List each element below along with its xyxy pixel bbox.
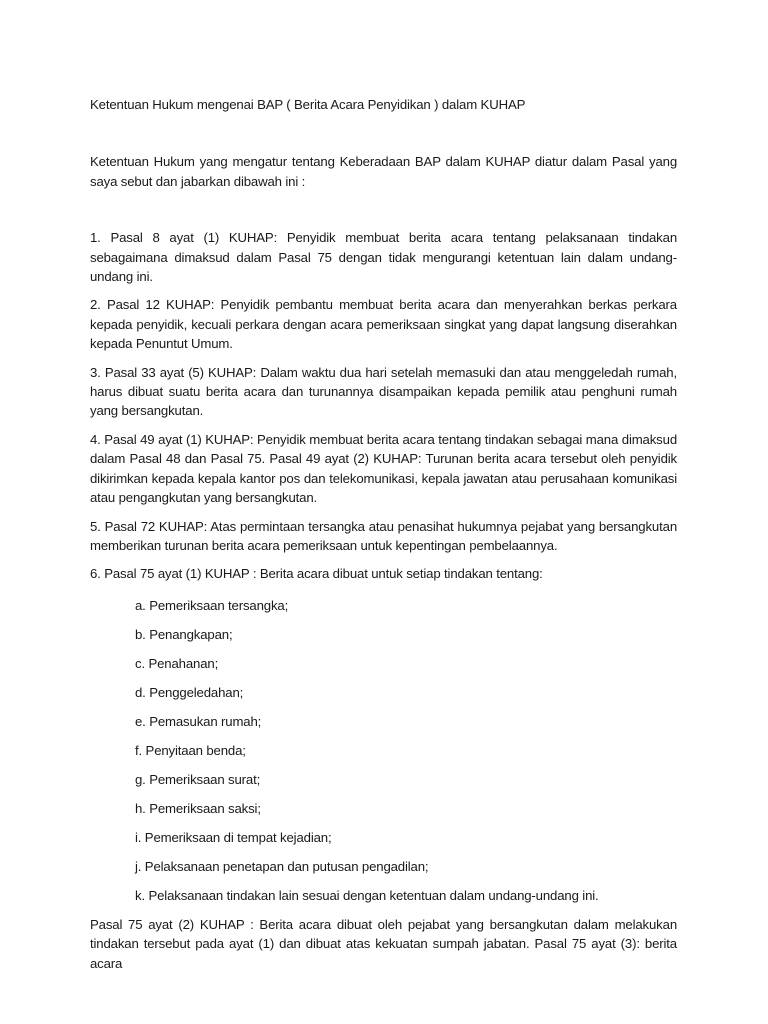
article-item: 2. Pasal 12 KUHAP: Penyidik pembantu membuat berita acara dan menyerahkan berkas perkara kepada penyidik, kecuali perkara dengan acara pemeriksaan singkat yang dapat langsung diserahkan kepada Penuntut Umum. [90,297,677,352]
sublist-item: g. Pemeriksaan surat; [135,771,261,787]
intro-paragraph: Ketentuan Hukum yang mengatur tentang Keberadaan BAP dalam KUHAP diatur dalam Pasal yang saya sebut dan jabarkan dibawah ini : [90,154,677,189]
sublist-item: h. Pemeriksaan saksi; [135,800,261,816]
sublist-item: d. Penggeledahan; [135,684,244,700]
article-item: 3. Pasal 33 ayat (5) KUHAP: Dalam waktu dua hari setelah memasuki dan atau menggeledah rumah, harus dibuat suatu berita acara dan turunannya disampaikan kepada pemilik atau penghuni rumah yang bersangkutan. [90,364,677,419]
sublist-item: j. Pelaksanaan penetapan dan putusan pengadilan; [135,858,429,874]
article-item: 1. Pasal 8 ayat (1) KUHAP: Penyidik membuat berita acara tentang pelaksanaan tindakan sebagaimana dimaksud dalam Pasal 75 dengan tidak mengurangi ketentuan lain dalam undang-undang ini. [90,230,677,285]
document-title: Ketentuan Hukum mengenai BAP ( Berita Acara Penyidikan ) dalam KUHAP [90,97,526,112]
sublist-item: k. Pelaksanaan tindakan lain sesuai dengan ketentuan dalam undang-undang ini. [135,887,599,903]
article-item: 4. Pasal 49 ayat (1) KUHAP: Penyidik membuat berita acara tentang tindakan sebagai mana dimaksud dalam Pasal 48 dan Pasal 75. Pasal 49 ayat (2) KUHAP: Turunan berita acara tersebut oleh penyidik dikirimkan kepada kepala kantor pos dan telekomunikasi, kepala jawatan atau perusahaan komunikasi atau pengangkutan yang bersangkutan. [90,431,677,506]
document-body [90,95,677,973]
article-item: 5. Pasal 72 KUHAP: Atas permintaan tersangka atau penasihat hukumnya pejabat yang bersangkutan memberikan turunan berita acara pemeriksaan untuk kepentingan pembelaannya. [90,518,677,553]
action-sublist [90,596,677,905]
sublist-item: i. Pemeriksaan di tempat kejadian; [135,829,332,845]
closing-paragraph: Pasal 75 ayat (2) KUHAP : Berita acara dibuat oleh pejabat yang bersangkutan dalam melakukan tindakan tersebut pada ayat (1) dan dibuat atas kekuatan sumpah jabatan. Pasal 75 ayat (3): berita acara [90,916,677,971]
article-item: 6. Pasal 75 ayat (1) KUHAP : Berita acara dibuat untuk setiap tindakan tentang: [90,566,543,582]
sublist-item: f. Penyitaan benda; [135,742,246,758]
sublist-item: b. Penangkapan; [135,626,233,642]
sublist-item: c. Penahanan; [135,655,219,671]
article-list [90,228,677,584]
sublist-item: a. Pemeriksaan tersangka; [135,597,289,613]
sublist-item: e. Pemasukan rumah; [135,713,262,729]
